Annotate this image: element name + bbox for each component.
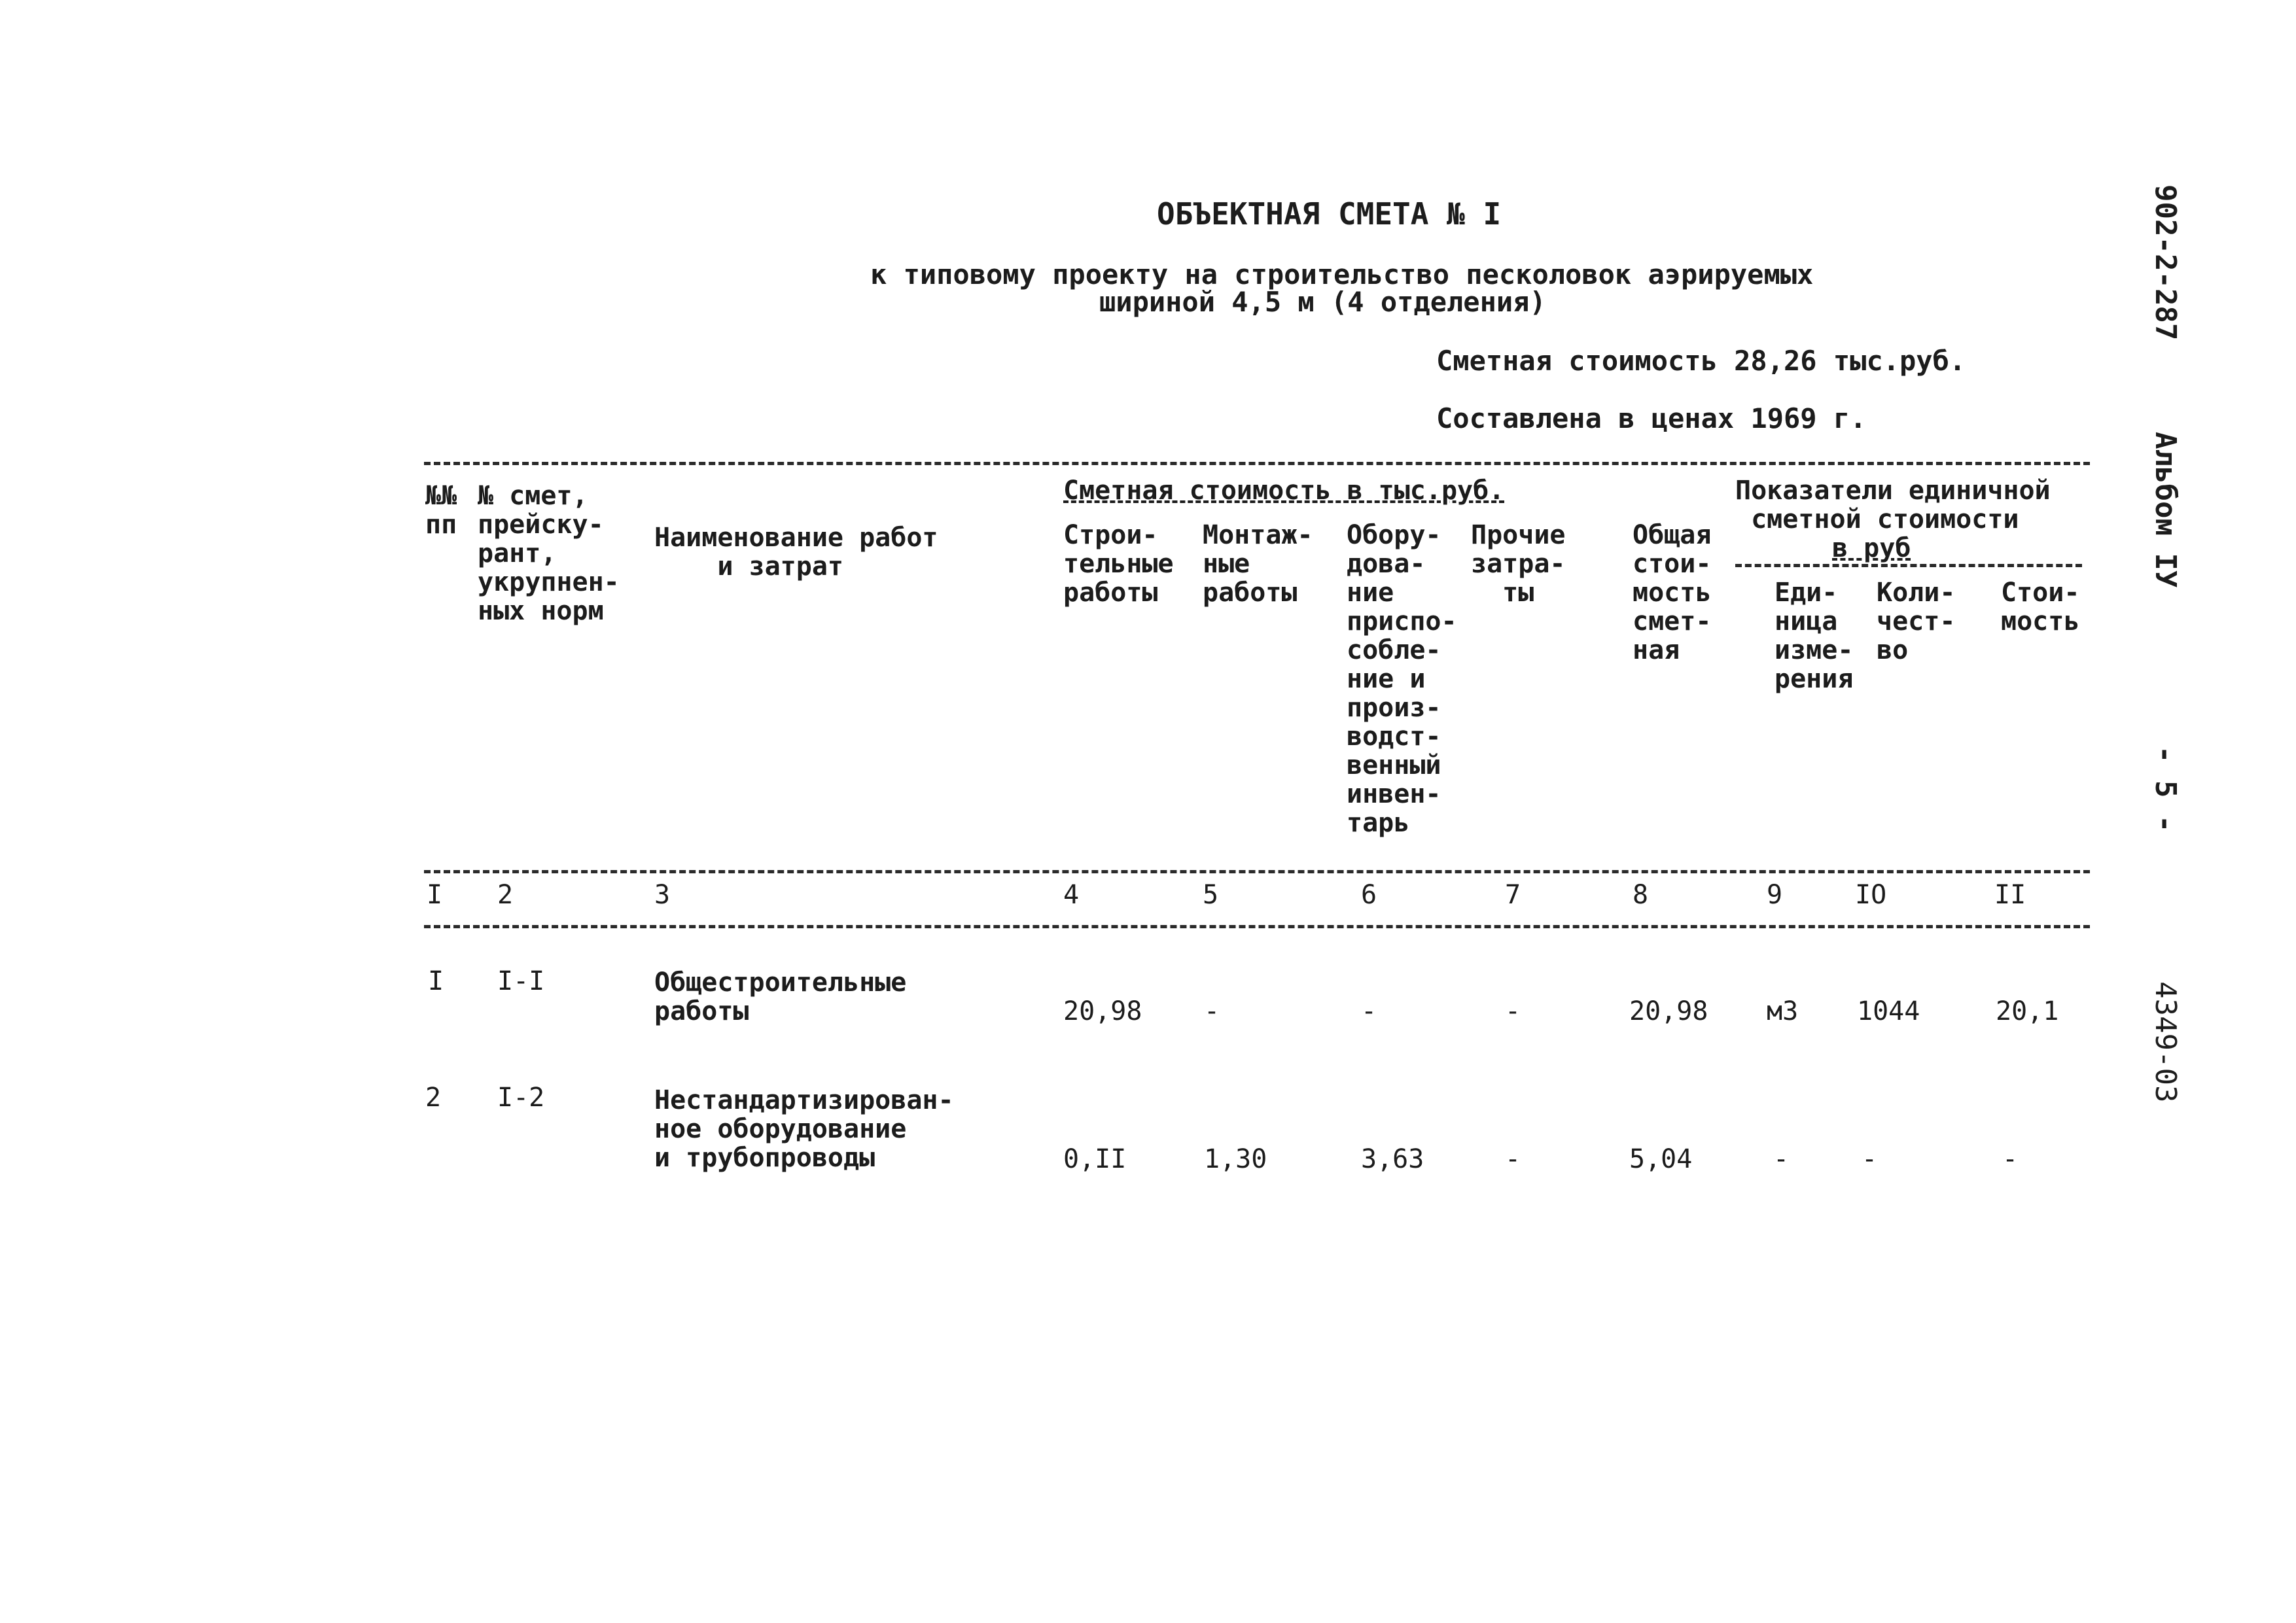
indicators-sub-rule xyxy=(1735,564,2082,567)
header-equipment: Обору- дова- ние приспо- собле- ние и произ- водст- венный инвен- тарь xyxy=(1347,520,1457,838)
document-title: ОБЪЕКТНАЯ СМЕТА № I xyxy=(1157,196,1502,232)
column-number: 7 xyxy=(1505,880,1521,910)
column-number: 2 xyxy=(497,880,514,910)
row-code: I-2 xyxy=(497,1083,545,1113)
row-unit: - xyxy=(1773,1144,1790,1174)
header-other-costs: Прочие затра- ты xyxy=(1471,520,1566,608)
row-total: 20,98 xyxy=(1629,996,1708,1026)
margin-stamp: 4349-03 xyxy=(2149,981,2182,1103)
header-group-indicators: Показатели единичной сметной стоимости xyxy=(1735,476,2051,534)
header-quantity: Коли- чест- во xyxy=(1877,578,1956,665)
header-total-cost: Общая стои- мость смет- ная xyxy=(1633,520,1712,665)
column-number: I xyxy=(427,880,443,910)
row-total: 5,04 xyxy=(1629,1144,1693,1174)
column-number: II xyxy=(1994,880,2026,910)
header-group-indicators-unit: в руб xyxy=(1832,533,1911,563)
row-code: I-I xyxy=(497,966,545,996)
row-name: Общестроительные работы xyxy=(654,968,907,1026)
row-equipment: 3,63 xyxy=(1361,1144,1424,1174)
row-installation: - xyxy=(1204,996,1220,1026)
column-number: 3 xyxy=(654,880,671,910)
header-construction-works: Строи- тельные работы xyxy=(1063,520,1174,608)
row-number: I xyxy=(428,966,444,996)
row-unit: м3 xyxy=(1767,996,1799,1026)
column-number: 4 xyxy=(1063,880,1080,910)
row-construction: 0,II xyxy=(1063,1144,1127,1174)
row-unit-cost: - xyxy=(2002,1144,2019,1174)
column-number: 8 xyxy=(1633,880,1649,910)
header-row-number: №№ пп xyxy=(425,481,457,540)
document-subtitle-line2: шириной 4,5 м (4 отделения) xyxy=(1099,286,1546,318)
header-estimate-number: № смет, прейску- рант, укрупнен- ных норм xyxy=(478,481,620,626)
margin-album: Альбом IУ xyxy=(2149,432,2182,588)
row-construction: 20,98 xyxy=(1063,996,1142,1026)
column-number: 9 xyxy=(1767,880,1783,910)
row-equipment: - xyxy=(1361,996,1377,1026)
column-number: IO xyxy=(1855,880,1887,910)
column-number: 5 xyxy=(1203,880,1219,910)
table-top-rule xyxy=(424,462,2090,465)
price-basis: Составлена в ценах 1969 г. xyxy=(1436,402,1867,434)
row-quantity: - xyxy=(1862,1144,1878,1174)
estimated-cost: Сметная стоимость 28,26 тыс.руб. xyxy=(1436,345,1966,377)
header-unit: Еди- ница изме- рения xyxy=(1775,578,1854,694)
row-other: - xyxy=(1505,996,1521,1026)
header-bottom-rule xyxy=(424,870,2090,873)
row-quantity: 1044 xyxy=(1857,996,1920,1026)
margin-page-number: - 5 - xyxy=(2149,746,2182,833)
row-installation: 1,30 xyxy=(1204,1144,1267,1174)
column-numbers-bottom-rule xyxy=(424,925,2090,928)
row-name: Нестандартизирован- ное оборудование и трубопроводы xyxy=(654,1085,954,1173)
column-number: 6 xyxy=(1361,880,1377,910)
row-other: - xyxy=(1505,1144,1521,1174)
row-unit-cost: 20,1 xyxy=(1996,996,2059,1026)
header-unit-cost: Стои- мость xyxy=(2001,578,2080,637)
header-installation-works: Монтаж- ные работы xyxy=(1203,520,1313,608)
document-subtitle-line1: к типовому проекту на строительство песколовок аэрируемых xyxy=(870,258,1814,290)
margin-code: 902-2-287 xyxy=(2149,184,2182,341)
row-number: 2 xyxy=(425,1083,442,1113)
header-work-name: Наименование работ и затрат xyxy=(654,523,938,582)
header-group-cost: Сметная стоимость в тыс.руб. xyxy=(1063,476,1505,506)
